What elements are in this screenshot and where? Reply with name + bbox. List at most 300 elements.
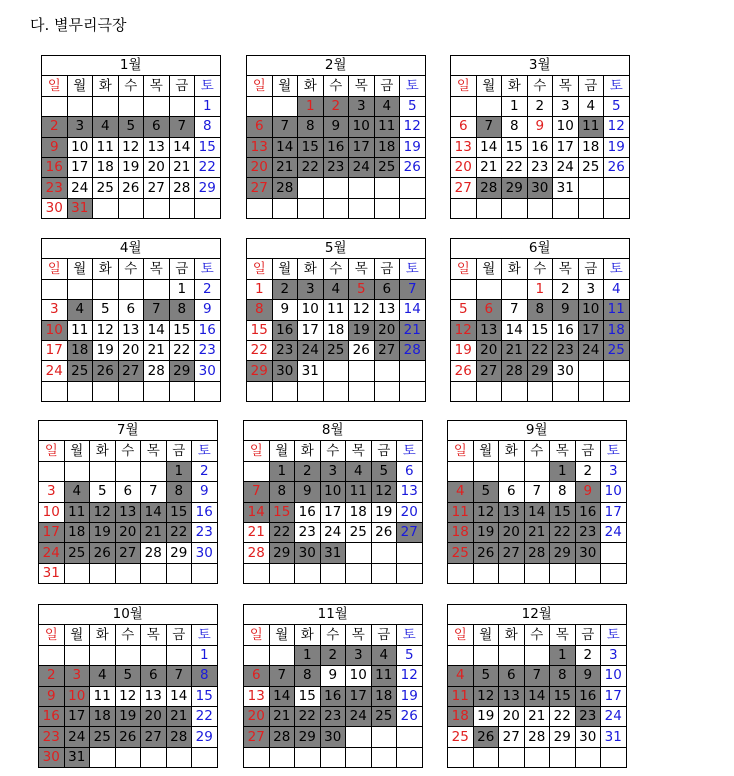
empty-cell [195, 198, 221, 218]
empty-cell [524, 747, 550, 767]
empty-cell [400, 361, 426, 381]
calendar-day: 9 [295, 482, 321, 502]
empty-cell [272, 381, 298, 401]
calendar-day: 4 [346, 461, 372, 481]
calendar-day: 26 [90, 543, 116, 563]
weekday-header: 월 [67, 259, 93, 279]
calendar-day: 27 [141, 727, 167, 747]
weekday-header: 수 [527, 76, 553, 96]
calendar-day: 23 [272, 340, 298, 360]
calendar-day: 17 [42, 340, 68, 360]
empty-cell [374, 198, 400, 218]
empty-cell [524, 461, 550, 481]
empty-cell [578, 381, 604, 401]
empty-cell [67, 96, 93, 116]
month-calendar [41, 55, 221, 219]
calendar-day: 15 [298, 137, 324, 157]
empty-cell [397, 747, 423, 767]
calendar-day: 26 [371, 522, 397, 542]
calendar-day: 20 [397, 502, 423, 522]
empty-cell [550, 747, 576, 767]
calendar-day: 5 [400, 96, 426, 116]
calendar-day: 1 [247, 279, 273, 299]
calendar-day: 9 [553, 300, 579, 320]
month-calendar [246, 238, 426, 402]
calendar-day: 30 [39, 747, 65, 767]
calendar-day: 28 [166, 727, 192, 747]
calendar-day: 4 [371, 645, 397, 665]
calendar-day: 20 [144, 157, 170, 177]
calendar-day: 1 [502, 96, 528, 116]
calendar-day: 10 [42, 320, 68, 340]
calendar-day: 26 [451, 361, 477, 381]
calendar-day: 11 [323, 300, 349, 320]
calendar-day: 12 [115, 686, 141, 706]
empty-cell [578, 361, 604, 381]
calendar-day: 15 [247, 320, 273, 340]
calendar-day: 18 [374, 137, 400, 157]
calendar-day: 25 [371, 706, 397, 726]
calendar-day: 28 [169, 178, 195, 198]
calendar-day: 27 [247, 178, 273, 198]
weekday-header: 일 [448, 625, 474, 645]
month-calendar [38, 604, 218, 768]
calendar-day: 31 [298, 361, 324, 381]
empty-cell [166, 563, 192, 583]
calendar-day: 3 [39, 482, 65, 502]
calendar-day: 1 [195, 96, 221, 116]
calendar-day: 29 [527, 361, 553, 381]
month-title: 6월 [451, 239, 630, 259]
empty-cell [448, 461, 474, 481]
calendar-day: 28 [244, 543, 270, 563]
calendar-day: 19 [604, 137, 630, 157]
calendar-day: 10 [601, 482, 627, 502]
calendar-day: 13 [115, 502, 141, 522]
calendar-day: 22 [295, 706, 321, 726]
calendar-day: 5 [473, 482, 499, 502]
empty-cell [578, 198, 604, 218]
calendar-day: 24 [298, 340, 324, 360]
calendar-day: 7 [166, 666, 192, 686]
weekday-header: 금 [374, 76, 400, 96]
calendar-day: 28 [141, 543, 167, 563]
calendar-day: 27 [451, 178, 477, 198]
weekday-header: 수 [118, 259, 144, 279]
empty-cell [166, 645, 192, 665]
empty-cell [115, 563, 141, 583]
calendar-day: 20 [141, 706, 167, 726]
empty-cell [499, 645, 525, 665]
month-title: 8월 [244, 421, 423, 441]
calendar-day: 8 [550, 666, 576, 686]
calendar-day: 15 [550, 686, 576, 706]
calendar-day: 2 [39, 666, 65, 686]
weekday-header: 토 [601, 625, 627, 645]
calendar-day: 10 [298, 300, 324, 320]
calendar-day: 22 [169, 340, 195, 360]
empty-cell [115, 461, 141, 481]
calendar-day: 27 [476, 361, 502, 381]
calendar-day: 1 [192, 645, 218, 665]
calendar-day: 11 [604, 300, 630, 320]
calendar-day: 30 [192, 543, 218, 563]
calendar-day: 24 [601, 706, 627, 726]
calendar-day: 17 [67, 157, 93, 177]
calendar-day: 6 [247, 117, 273, 137]
weekday-header: 금 [371, 625, 397, 645]
calendar-day: 21 [476, 157, 502, 177]
calendar-day: 15 [502, 137, 528, 157]
calendar-day: 19 [90, 522, 116, 542]
calendar-day: 28 [524, 543, 550, 563]
weekday-header: 수 [323, 76, 349, 96]
calendar-day: 16 [553, 320, 579, 340]
weekday-header: 화 [90, 441, 116, 461]
weekday-header: 화 [90, 625, 116, 645]
empty-cell [67, 381, 93, 401]
calendar-day: 2 [42, 117, 68, 137]
calendar-day: 14 [144, 320, 170, 340]
empty-cell [269, 645, 295, 665]
calendar-day: 24 [349, 157, 375, 177]
calendar-day: 22 [550, 522, 576, 542]
calendar-day: 22 [527, 340, 553, 360]
empty-cell [298, 178, 324, 198]
calendar-day: 2 [192, 461, 218, 481]
weekday-header: 일 [451, 259, 477, 279]
calendar-day: 27 [499, 543, 525, 563]
calendar-day: 5 [118, 117, 144, 137]
weekday-header: 목 [141, 625, 167, 645]
empty-cell [575, 563, 601, 583]
empty-cell [553, 381, 579, 401]
calendar-day: 29 [192, 727, 218, 747]
empty-cell [502, 198, 528, 218]
empty-cell [144, 198, 170, 218]
empty-cell [93, 279, 119, 299]
calendar-day: 8 [502, 117, 528, 137]
calendar-day: 13 [476, 320, 502, 340]
calendar-day: 14 [502, 320, 528, 340]
calendar-day: 2 [527, 96, 553, 116]
calendar-day: 18 [448, 522, 474, 542]
calendar-day: 19 [400, 137, 426, 157]
calendar-day: 6 [499, 666, 525, 686]
calendar-day: 12 [371, 482, 397, 502]
calendar-day: 8 [192, 666, 218, 686]
calendar-day: 19 [93, 340, 119, 360]
weekday-header: 월 [476, 76, 502, 96]
calendar-day: 5 [93, 300, 119, 320]
calendar-day: 15 [195, 137, 221, 157]
calendar-day: 5 [473, 666, 499, 686]
calendar-day: 8 [169, 300, 195, 320]
calendar-day: 28 [269, 727, 295, 747]
empty-cell [524, 645, 550, 665]
calendar-day: 17 [601, 686, 627, 706]
calendar-day: 3 [349, 96, 375, 116]
calendar-day: 8 [247, 300, 273, 320]
empty-cell [476, 279, 502, 299]
weekday-header: 금 [169, 76, 195, 96]
calendar-day: 13 [118, 320, 144, 340]
calendar-day: 30 [295, 543, 321, 563]
calendar-day: 4 [578, 96, 604, 116]
weekday-header: 월 [473, 441, 499, 461]
calendar-day: 8 [269, 482, 295, 502]
empty-cell [400, 198, 426, 218]
weekday-header: 금 [169, 259, 195, 279]
calendar-day: 9 [192, 482, 218, 502]
calendar-day: 11 [578, 117, 604, 137]
empty-cell [451, 381, 477, 401]
empty-cell [90, 461, 116, 481]
empty-cell [298, 381, 324, 401]
calendar-day: 4 [323, 279, 349, 299]
calendar-day: 24 [601, 522, 627, 542]
calendar-day: 26 [397, 706, 423, 726]
month-title: 7월 [39, 421, 218, 441]
month-calendar [246, 55, 426, 219]
calendar-day: 17 [349, 137, 375, 157]
empty-cell [141, 645, 167, 665]
calendar-day: 9 [195, 300, 221, 320]
weekday-header: 금 [578, 76, 604, 96]
calendar-day: 26 [118, 178, 144, 198]
calendar-day: 13 [499, 502, 525, 522]
calendar-day: 25 [93, 178, 119, 198]
calendar-day: 21 [502, 340, 528, 360]
empty-cell [604, 198, 630, 218]
calendar-day: 12 [93, 320, 119, 340]
calendar-day: 18 [90, 706, 116, 726]
calendar-day: 8 [195, 117, 221, 137]
calendar-day: 2 [295, 461, 321, 481]
weekday-header: 수 [320, 441, 346, 461]
calendar-day: 12 [473, 686, 499, 706]
empty-cell [550, 563, 576, 583]
calendar-day: 11 [371, 666, 397, 686]
calendar-day: 2 [575, 461, 601, 481]
empty-cell [502, 381, 528, 401]
calendar-day: 20 [499, 522, 525, 542]
calendar-day: 4 [64, 482, 90, 502]
weekday-header: 화 [502, 259, 528, 279]
empty-cell [349, 361, 375, 381]
empty-cell [144, 381, 170, 401]
calendar-day: 21 [144, 340, 170, 360]
weekday-header: 토 [195, 76, 221, 96]
calendar-day: 16 [192, 502, 218, 522]
calendar-day: 19 [118, 157, 144, 177]
weekday-header: 월 [64, 441, 90, 461]
weekday-header: 월 [64, 625, 90, 645]
calendar-day: 17 [39, 522, 65, 542]
calendar-day: 22 [298, 157, 324, 177]
calendar-day: 25 [346, 522, 372, 542]
calendar-day: 13 [451, 137, 477, 157]
empty-cell [473, 461, 499, 481]
empty-cell [42, 96, 68, 116]
calendar-day: 24 [67, 178, 93, 198]
empty-cell [374, 381, 400, 401]
weekday-header: 화 [502, 76, 528, 96]
weekday-header: 월 [269, 441, 295, 461]
calendar-day: 10 [67, 137, 93, 157]
calendar-day: 23 [195, 340, 221, 360]
calendar-day: 20 [374, 320, 400, 340]
weekday-header: 금 [575, 625, 601, 645]
month-title: 5월 [247, 239, 426, 259]
calendar-day: 13 [397, 482, 423, 502]
empty-cell [272, 198, 298, 218]
weekday-header: 목 [553, 76, 579, 96]
weekday-header: 토 [192, 625, 218, 645]
calendar-day: 19 [473, 522, 499, 542]
calendar-day: 6 [499, 482, 525, 502]
calendar-day: 22 [247, 340, 273, 360]
calendar-day: 29 [550, 543, 576, 563]
empty-cell [64, 461, 90, 481]
calendar-day: 1 [169, 279, 195, 299]
empty-cell [144, 96, 170, 116]
calendar-day: 8 [295, 666, 321, 686]
calendar-day: 28 [476, 178, 502, 198]
calendar-day: 30 [575, 543, 601, 563]
calendar-day: 10 [64, 686, 90, 706]
month-title: 10월 [39, 605, 218, 625]
calendar-day: 13 [499, 686, 525, 706]
calendar-day: 29 [295, 727, 321, 747]
weekday-header: 목 [550, 441, 576, 461]
empty-cell [601, 563, 627, 583]
calendar-day: 16 [323, 137, 349, 157]
calendar-day: 3 [601, 461, 627, 481]
calendar-day: 2 [272, 279, 298, 299]
calendar-day: 12 [473, 502, 499, 522]
calendar-day: 7 [141, 482, 167, 502]
empty-cell [346, 747, 372, 767]
calendar-day: 3 [67, 117, 93, 137]
weekday-header: 수 [115, 625, 141, 645]
calendar-day: 21 [166, 706, 192, 726]
calendar-day: 1 [550, 645, 576, 665]
calendar-day: 11 [346, 482, 372, 502]
weekday-header: 일 [39, 441, 65, 461]
calendar-day: 10 [320, 482, 346, 502]
weekday-header: 일 [39, 625, 65, 645]
calendar-day: 12 [90, 502, 116, 522]
calendar-day: 14 [476, 137, 502, 157]
calendar-day: 26 [473, 543, 499, 563]
calendar-day: 5 [397, 645, 423, 665]
calendar-day: 25 [374, 157, 400, 177]
empty-cell [553, 198, 579, 218]
calendar-day: 28 [272, 178, 298, 198]
empty-cell [527, 198, 553, 218]
empty-cell [473, 645, 499, 665]
calendar-day: 1 [550, 461, 576, 481]
calendar-day: 5 [115, 666, 141, 686]
empty-cell [39, 461, 65, 481]
empty-cell [451, 279, 477, 299]
weekday-header: 목 [550, 625, 576, 645]
page-title: 다. 별무리극장 [30, 16, 127, 34]
empty-cell [269, 747, 295, 767]
calendar-day: 24 [42, 361, 68, 381]
calendar-day: 21 [244, 522, 270, 542]
calendar-day: 16 [320, 686, 346, 706]
calendar-day: 16 [195, 320, 221, 340]
empty-cell [93, 381, 119, 401]
month-calendar [41, 238, 221, 402]
calendar-day: 29 [169, 361, 195, 381]
empty-cell [144, 279, 170, 299]
calendar-day: 10 [553, 117, 579, 137]
calendar-day: 25 [448, 543, 474, 563]
calendar-day: 22 [502, 157, 528, 177]
empty-cell [400, 381, 426, 401]
empty-cell [166, 747, 192, 767]
empty-cell [247, 198, 273, 218]
calendar-day: 20 [499, 706, 525, 726]
calendar-day: 22 [192, 706, 218, 726]
calendar-day: 16 [575, 686, 601, 706]
calendar-day: 31 [67, 198, 93, 218]
weekday-header: 화 [93, 76, 119, 96]
calendar-day: 28 [502, 361, 528, 381]
empty-cell [320, 747, 346, 767]
calendar-day: 26 [349, 340, 375, 360]
weekday-header: 일 [451, 76, 477, 96]
empty-cell [169, 198, 195, 218]
calendar-day: 16 [575, 502, 601, 522]
weekday-header: 금 [166, 625, 192, 645]
calendar-day: 29 [166, 543, 192, 563]
empty-cell [604, 381, 630, 401]
calendar-day: 1 [527, 279, 553, 299]
calendar-day: 7 [169, 117, 195, 137]
weekday-header: 화 [295, 441, 321, 461]
calendar-day: 3 [578, 279, 604, 299]
calendar-day: 7 [524, 666, 550, 686]
weekday-header: 월 [269, 625, 295, 645]
empty-cell [323, 178, 349, 198]
calendar-day: 3 [346, 645, 372, 665]
calendar-day: 18 [323, 320, 349, 340]
calendar-day: 20 [115, 522, 141, 542]
calendar-day: 14 [524, 502, 550, 522]
calendar-day: 25 [90, 727, 116, 747]
calendar-day: 27 [118, 361, 144, 381]
weekday-header: 화 [499, 441, 525, 461]
empty-cell [349, 178, 375, 198]
calendar-day: 28 [144, 361, 170, 381]
calendar-day: 10 [349, 117, 375, 137]
calendar-day: 9 [42, 137, 68, 157]
weekday-header: 일 [247, 259, 273, 279]
calendar-day: 21 [169, 157, 195, 177]
empty-cell [601, 543, 627, 563]
month-title: 9월 [448, 421, 627, 441]
weekday-header: 금 [578, 259, 604, 279]
calendar-day: 23 [575, 522, 601, 542]
calendar-day: 18 [67, 340, 93, 360]
calendar-day: 1 [166, 461, 192, 481]
month-calendar [450, 55, 630, 219]
weekday-header: 토 [601, 441, 627, 461]
